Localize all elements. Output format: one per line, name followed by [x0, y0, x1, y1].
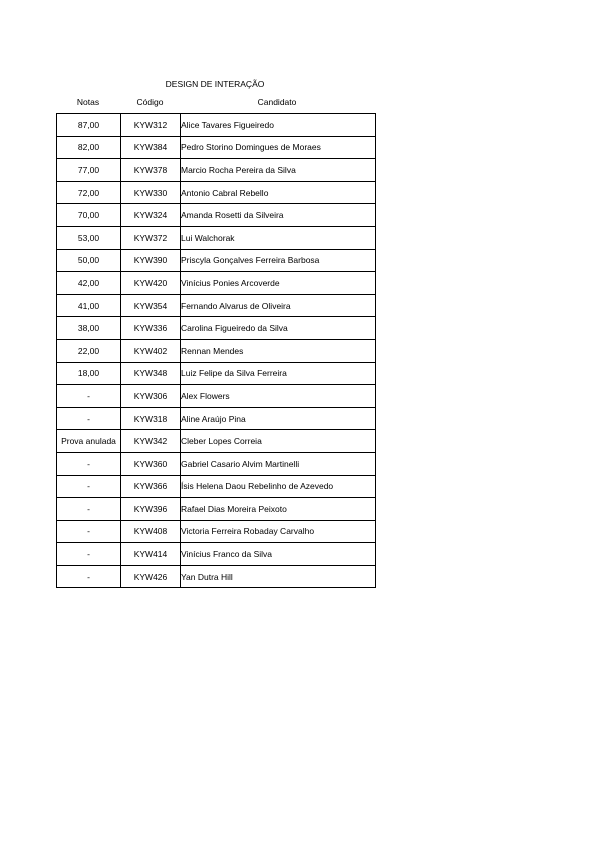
cell-codigo: KYW426 — [121, 565, 181, 588]
cell-codigo: KYW420 — [121, 272, 181, 295]
table-row — [57, 272, 376, 295]
table-row — [57, 407, 376, 430]
page-title: DESIGN DE INTERAÇÃO — [165, 79, 265, 89]
cell-codigo: KYW354 — [121, 294, 181, 317]
cell-nota: 53,00 — [57, 226, 121, 249]
cell-nota: - — [57, 385, 121, 408]
table-row — [57, 339, 376, 362]
table-row — [57, 136, 376, 159]
cell-nota: 82,00 — [57, 136, 121, 159]
table-row — [57, 565, 376, 588]
cell-candidato: Marcio Rocha Pereira da Silva — [181, 159, 376, 182]
cell-candidato: Ísis Helena Daou Rebelinho de Azevedo — [181, 475, 376, 498]
cell-nota: - — [57, 407, 121, 430]
results-table — [56, 113, 376, 588]
cell-candidato: Carolina Figueiredo da Silva — [181, 317, 376, 340]
cell-nota: 70,00 — [57, 204, 121, 227]
cell-candidato: Antonio Cabral Rebello — [181, 181, 376, 204]
table-row — [57, 317, 376, 340]
cell-candidato: Alex Flowers — [181, 385, 376, 408]
cell-candidato: Alice Tavares Figueiredo — [181, 114, 376, 137]
cell-nota: 42,00 — [57, 272, 121, 295]
cell-codigo: KYW390 — [121, 249, 181, 272]
table-row — [57, 114, 376, 137]
cell-nota: - — [57, 543, 121, 566]
cell-nota: - — [57, 520, 121, 543]
cell-candidato: Amanda Rosetti da Silveira — [181, 204, 376, 227]
cell-nota: 41,00 — [57, 294, 121, 317]
header-candidato: Candidato — [257, 97, 297, 107]
table-row — [57, 475, 376, 498]
cell-codigo: KYW342 — [121, 430, 181, 453]
cell-codigo: KYW336 — [121, 317, 181, 340]
cell-codigo: KYW312 — [121, 114, 181, 137]
cell-candidato: Gabriel Casario Alvim Martinelli — [181, 452, 376, 475]
table-row — [57, 204, 376, 227]
cell-codigo: KYW414 — [121, 543, 181, 566]
cell-nota: 77,00 — [57, 159, 121, 182]
cell-nota: 87,00 — [57, 114, 121, 137]
cell-candidato: Victoria Ferreira Robaday Carvalho — [181, 520, 376, 543]
table-row — [57, 294, 376, 317]
cell-candidato: Rafael Dias Moreira Peixoto — [181, 498, 376, 521]
table-row — [57, 543, 376, 566]
table-row — [57, 385, 376, 408]
cell-codigo: KYW396 — [121, 498, 181, 521]
cell-codigo: KYW306 — [121, 385, 181, 408]
cell-candidato: Luiz Felipe da Silva Ferreira — [181, 362, 376, 385]
cell-nota: 18,00 — [57, 362, 121, 385]
cell-nota: - — [57, 498, 121, 521]
cell-nota: - — [57, 452, 121, 475]
cell-nota: - — [57, 565, 121, 588]
cell-codigo: KYW324 — [121, 204, 181, 227]
cell-candidato: Rennan Mendes — [181, 339, 376, 362]
cell-candidato: Priscyla Gonçalves Ferreira Barbosa — [181, 249, 376, 272]
cell-codigo: KYW330 — [121, 181, 181, 204]
cell-candidato: Lui Walchorak — [181, 226, 376, 249]
cell-candidato: Yan Dutra Hill — [181, 565, 376, 588]
table-row — [57, 226, 376, 249]
cell-codigo: KYW318 — [121, 407, 181, 430]
table-row — [57, 249, 376, 272]
table-row — [57, 159, 376, 182]
cell-codigo: KYW402 — [121, 339, 181, 362]
cell-nota: 50,00 — [57, 249, 121, 272]
table-row — [57, 181, 376, 204]
table-row — [57, 362, 376, 385]
cell-candidato: Vinícius Franco da Silva — [181, 543, 376, 566]
header-notas: Notas — [76, 97, 100, 107]
table-row — [57, 452, 376, 475]
cell-codigo: KYW360 — [121, 452, 181, 475]
cell-nota: Prova anulada — [57, 430, 121, 453]
cell-candidato: Cleber Lopes Correia — [181, 430, 376, 453]
table-row — [57, 430, 376, 453]
cell-codigo: KYW378 — [121, 159, 181, 182]
cell-candidato: Vinícius Ponies Arcoverde — [181, 272, 376, 295]
cell-nota: - — [57, 475, 121, 498]
table-row — [57, 520, 376, 543]
table-header — [56, 96, 374, 108]
cell-codigo: KYW366 — [121, 475, 181, 498]
cell-nota: 22,00 — [57, 339, 121, 362]
cell-codigo: KYW384 — [121, 136, 181, 159]
cell-candidato: Aline Araújo Pina — [181, 407, 376, 430]
cell-codigo: KYW372 — [121, 226, 181, 249]
cell-codigo: KYW348 — [121, 362, 181, 385]
header-codigo: Código — [136, 97, 164, 107]
cell-candidato: Fernando Alvarus de Oliveira — [181, 294, 376, 317]
table-row — [57, 498, 376, 521]
cell-codigo: KYW408 — [121, 520, 181, 543]
cell-nota: 38,00 — [57, 317, 121, 340]
cell-nota: 72,00 — [57, 181, 121, 204]
cell-candidato: Pedro Storino Domingues de Moraes — [181, 136, 376, 159]
